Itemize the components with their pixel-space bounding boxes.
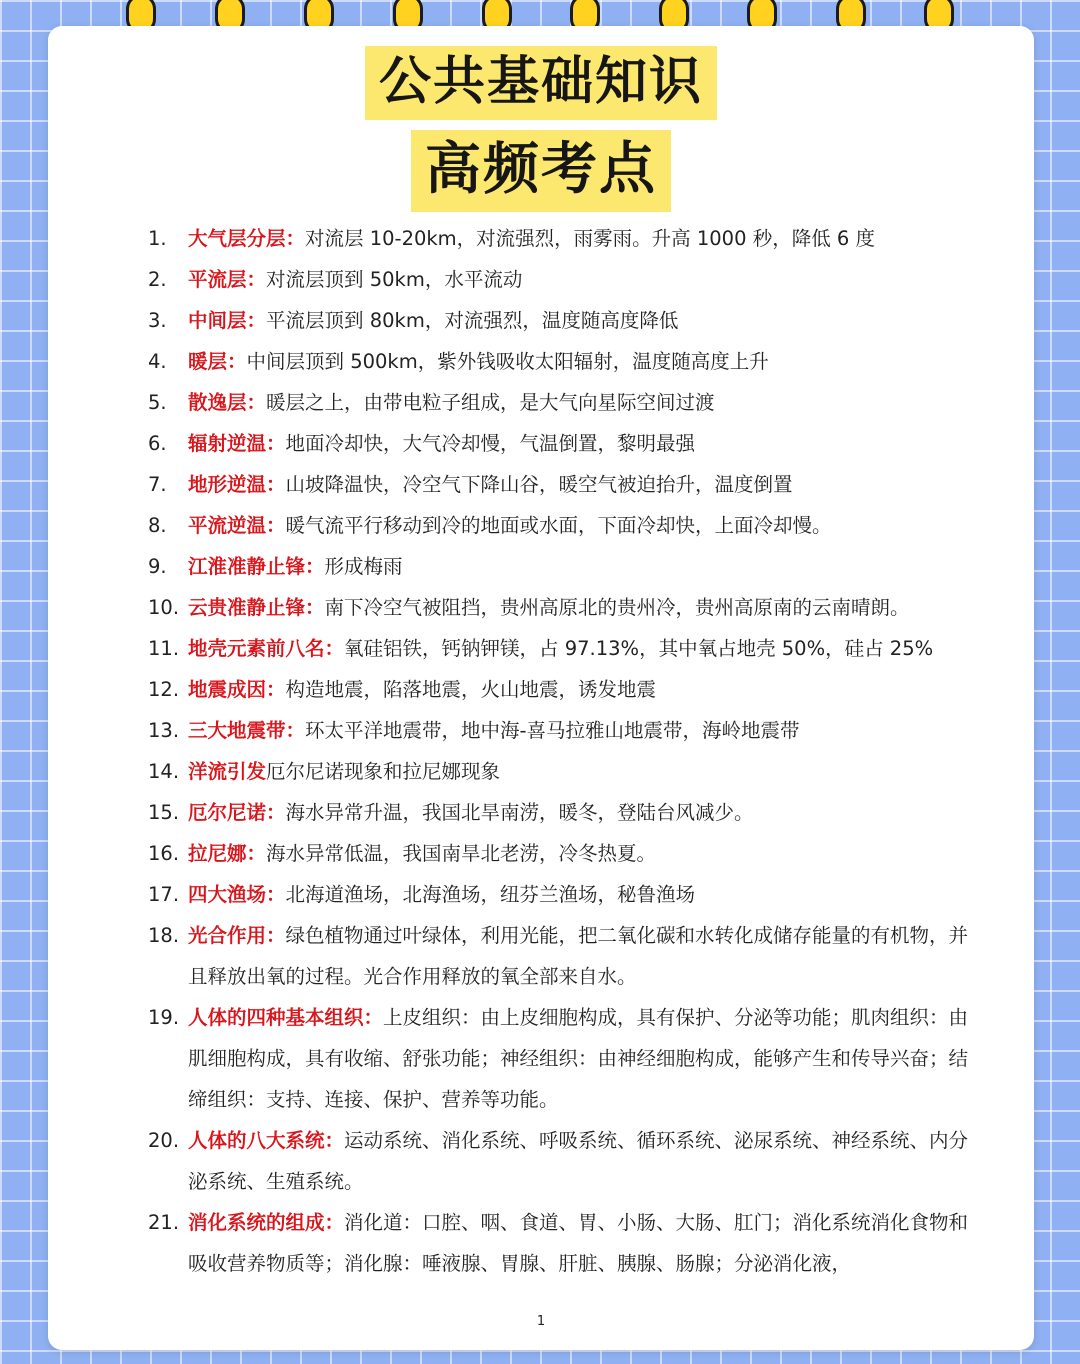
title-line-1: 公共基础知识 xyxy=(365,46,717,120)
item-keyword: 洋流引发 xyxy=(188,760,267,783)
list-item xyxy=(148,751,978,792)
list-item xyxy=(148,464,978,505)
item-text: 海水异常升温，我国北旱南涝，暖冬，登陆台风减少。 xyxy=(285,801,754,824)
item-text: 暖层之上，由带电粒子组成，是大气向星际空间过渡 xyxy=(266,391,715,414)
item-number: 9. xyxy=(148,555,167,578)
item-text: 构造地震，陷落地震，火山地震，诱发地震 xyxy=(285,678,657,701)
item-keyword: 四大渔场： xyxy=(188,883,286,906)
list-item xyxy=(148,669,978,710)
item-text: 地面冷却快，大气冷却慢，气温倒置，黎明最强 xyxy=(285,432,696,455)
list-item xyxy=(148,1120,978,1202)
list-item xyxy=(148,628,978,669)
list-item xyxy=(148,587,978,628)
list-item xyxy=(148,546,978,587)
item-keyword: 云贵准静止锋： xyxy=(188,596,325,619)
item-number: 1. xyxy=(148,227,167,250)
item-text: 上皮组织：由上皮细胞构成，具有保护、分泌等功能；肌肉组织：由肌细胞构成，具有收缩、舒张功能；神经组织：由神经细胞构成，能够产生和传导兴奋；结缔组织：支持、连接、保护、营养等功能。 xyxy=(188,1006,969,1111)
item-number: 4. xyxy=(148,350,167,373)
item-text: 山坡降温快，冷空气下降山谷，暖空气被迫抬升，温度倒置 xyxy=(285,473,793,496)
item-number: 7. xyxy=(148,473,167,496)
list-item xyxy=(148,915,978,997)
item-keyword: 大气层分层： xyxy=(188,227,306,250)
item-keyword: 人体的八大系统： xyxy=(188,1129,345,1152)
list-item xyxy=(148,218,978,259)
item-text: 消化道：口腔、咽、食道、胃、小肠、大肠、肛门；消化系统消化食物和吸收营养物质等；消化腺：唾液腺、胃腺、肝脏、胰腺、肠腺；分泌消化液， xyxy=(188,1211,969,1275)
notebook-page xyxy=(48,26,1034,1350)
item-text: 平流层顶到 80km，对流强烈，温度随高度降低 xyxy=(266,309,679,332)
item-number: 2. xyxy=(148,268,167,291)
item-number: 12. xyxy=(148,678,180,701)
item-text: 氧硅铝铁，钙钠钾镁，占 97.13%，其中氧占地壳 50%，硅占 25% xyxy=(344,637,934,660)
list-item xyxy=(148,423,978,464)
item-number: 14. xyxy=(148,760,180,783)
list-item xyxy=(148,259,978,300)
item-keyword: 江淮准静止锋： xyxy=(188,555,325,578)
item-keyword: 中间层： xyxy=(188,309,267,332)
item-number: 8. xyxy=(148,514,167,537)
list-item xyxy=(148,833,978,874)
item-number: 20. xyxy=(148,1129,180,1152)
item-text: 形成梅雨 xyxy=(324,555,403,578)
list-item xyxy=(148,1202,978,1284)
item-number: 10. xyxy=(148,596,180,619)
item-keyword: 平流层： xyxy=(188,268,267,291)
item-keyword: 地壳元素前八名： xyxy=(188,637,345,660)
item-keyword: 拉尼娜： xyxy=(188,842,267,865)
page-number: 1 xyxy=(536,1314,546,1329)
item-number: 17. xyxy=(148,883,180,906)
item-keyword: 辐射逆温： xyxy=(188,432,286,455)
list-item xyxy=(148,997,978,1120)
item-keyword: 地形逆温： xyxy=(188,473,286,496)
item-number: 13. xyxy=(148,719,180,742)
item-keyword: 散逸层： xyxy=(188,391,267,414)
item-text: 运动系统、消化系统、呼吸系统、循环系统、泌尿系统、神经系统、内分泌系统、生殖系统。 xyxy=(188,1129,969,1193)
item-text: 对流层顶到 50km，水平流动 xyxy=(266,268,523,291)
item-keyword: 人体的四种基本组织： xyxy=(188,1006,384,1029)
item-text: 厄尔尼诺现象和拉尼娜现象 xyxy=(266,760,501,783)
item-number: 3. xyxy=(148,309,167,332)
item-keyword: 地震成因： xyxy=(188,678,286,701)
page-title xyxy=(48,46,1034,120)
item-keyword: 厄尔尼诺： xyxy=(188,801,286,824)
item-number: 21. xyxy=(148,1211,180,1234)
list-item xyxy=(148,341,978,382)
list-item xyxy=(148,382,978,423)
item-text: 环太平洋地震带，地中海-喜马拉雅山地震带，海岭地震带 xyxy=(305,719,800,742)
item-text: 绿色植物通过叶绿体，利用光能，把二氧化碳和水转化成储存能量的有机物，并且释放出氧的过程。光合作用释放的氧全部来自水。 xyxy=(188,924,969,988)
item-keyword: 暖层： xyxy=(188,350,247,373)
list-item xyxy=(148,710,978,751)
item-text: 对流层 10-20km，对流强烈，雨雾雨。升高 1000 秒，降低 6 度 xyxy=(305,227,875,250)
item-text: 暖气流平行移动到冷的地面或水面，下面冷却快，上面冷却慢。 xyxy=(285,514,832,537)
item-text: 北海道渔场，北海渔场，纽芬兰渔场，秘鲁渔场 xyxy=(285,883,696,906)
knowledge-list xyxy=(148,218,978,1284)
item-keyword: 消化系统的组成： xyxy=(188,1211,345,1234)
item-number: 18. xyxy=(148,924,180,947)
item-keyword: 三大地震带： xyxy=(188,719,306,742)
title-line-2: 高频考点 xyxy=(411,130,671,212)
item-text: 中间层顶到 500km，紫外钱吸收太阳辐射，温度随高度上升 xyxy=(246,350,769,373)
list-item xyxy=(148,874,978,915)
item-number: 6. xyxy=(148,432,167,455)
list-item xyxy=(148,505,978,546)
item-number: 15. xyxy=(148,801,180,824)
item-keyword: 光合作用： xyxy=(188,924,286,947)
list-item xyxy=(148,792,978,833)
item-text: 海水异常低温，我国南旱北老涝，冷冬热夏。 xyxy=(266,842,657,865)
item-number: 11. xyxy=(148,637,180,660)
list-item xyxy=(148,300,978,341)
item-text: 南下冷空气被阻挡，贵州高原北的贵州冷，贵州高原南的云南晴朗。 xyxy=(324,596,910,619)
item-keyword: 平流逆温： xyxy=(188,514,286,537)
page-subtitle xyxy=(48,130,1034,212)
item-number: 16. xyxy=(148,842,180,865)
item-number: 19. xyxy=(148,1006,180,1029)
item-number: 5. xyxy=(148,391,167,414)
